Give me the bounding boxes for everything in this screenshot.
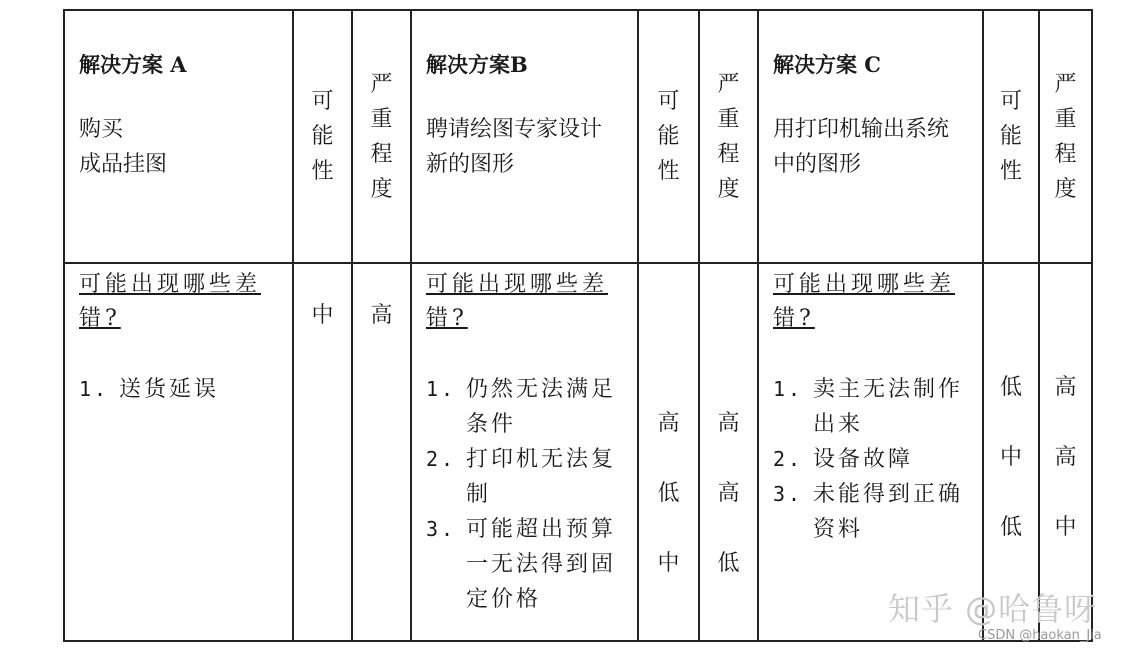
solution-b-title: 解决方案B — [426, 52, 528, 77]
possibility-header-c: 可能性 — [983, 10, 1039, 263]
rating-value: 中 — [1054, 515, 1077, 540]
solution-a-error-list — [79, 372, 284, 407]
risk-analysis-table — [63, 9, 1093, 642]
rating-value: 低 — [999, 515, 1022, 540]
rating-value: 中 — [657, 551, 680, 576]
rating-value: 高 — [1054, 445, 1077, 470]
solution-c-question: 可能出现哪些差错? — [773, 272, 956, 331]
solution-c-title: 解决方案 C — [773, 52, 882, 77]
solution-a-title: 解决方案 A — [79, 52, 187, 77]
header-row — [64, 10, 1092, 263]
rating-value: 高 — [657, 411, 680, 436]
solution-a-question: 可能出现哪些差错? — [79, 272, 262, 331]
possibility-header-b: 可能性 — [638, 10, 699, 263]
rating-value: 低 — [657, 481, 680, 506]
solution-b-errors — [411, 263, 638, 641]
solution-c-description: 用打印机输出系统 中的图形 — [773, 117, 950, 177]
severity-header-c: 严重程度 — [1039, 10, 1092, 263]
severity-header-a: 严重程度 — [352, 10, 411, 263]
solution-a-errors — [64, 263, 293, 641]
solution-c-error-list — [773, 372, 974, 547]
solution-b-severity — [699, 263, 758, 641]
list-item: 2. 打印机无法复制 — [426, 447, 617, 507]
solution-a-possibility: 中 — [293, 263, 352, 641]
severity-header-b: 严重程度 — [699, 10, 758, 263]
solution-b-question: 可能出现哪些差错? — [426, 272, 609, 331]
solution-a-severity: 高 — [352, 263, 411, 641]
rating-value: 低 — [999, 375, 1022, 400]
solution-b-description: 聘请绘图专家设计 新的图形 — [426, 117, 603, 177]
solution-b-possibility — [638, 263, 699, 641]
solution-a-header — [64, 10, 293, 263]
csdn-credit: CSDN @haokan_Jia — [978, 628, 1102, 643]
list-item: 1. 卖主无法制作出来 — [773, 377, 964, 437]
list-item: 3. 可能超出预算一无法得到固定价格 — [426, 517, 617, 612]
list-item: 1. 送货延误 — [79, 377, 220, 402]
list-item: 3. 未能得到正确资料 — [773, 482, 964, 542]
zhihu-watermark: 知乎 @哈鲁呀 — [888, 590, 1098, 628]
list-item: 1. 仍然无法满足条件 — [426, 377, 617, 437]
rating-value: 中 — [999, 445, 1022, 470]
solution-b-error-list — [426, 372, 629, 617]
solution-b-header — [411, 10, 638, 263]
solution-c-header — [758, 10, 983, 263]
rating-value: 低 — [717, 551, 740, 576]
rating-value: 高 — [1054, 375, 1077, 400]
possibility-header-a: 可能性 — [293, 10, 352, 263]
rating-value: 高 — [717, 481, 740, 506]
solution-a-description: 购买 成品挂图 — [79, 117, 168, 177]
rating-value: 高 — [717, 411, 740, 436]
list-item: 2. 设备故障 — [773, 447, 914, 472]
